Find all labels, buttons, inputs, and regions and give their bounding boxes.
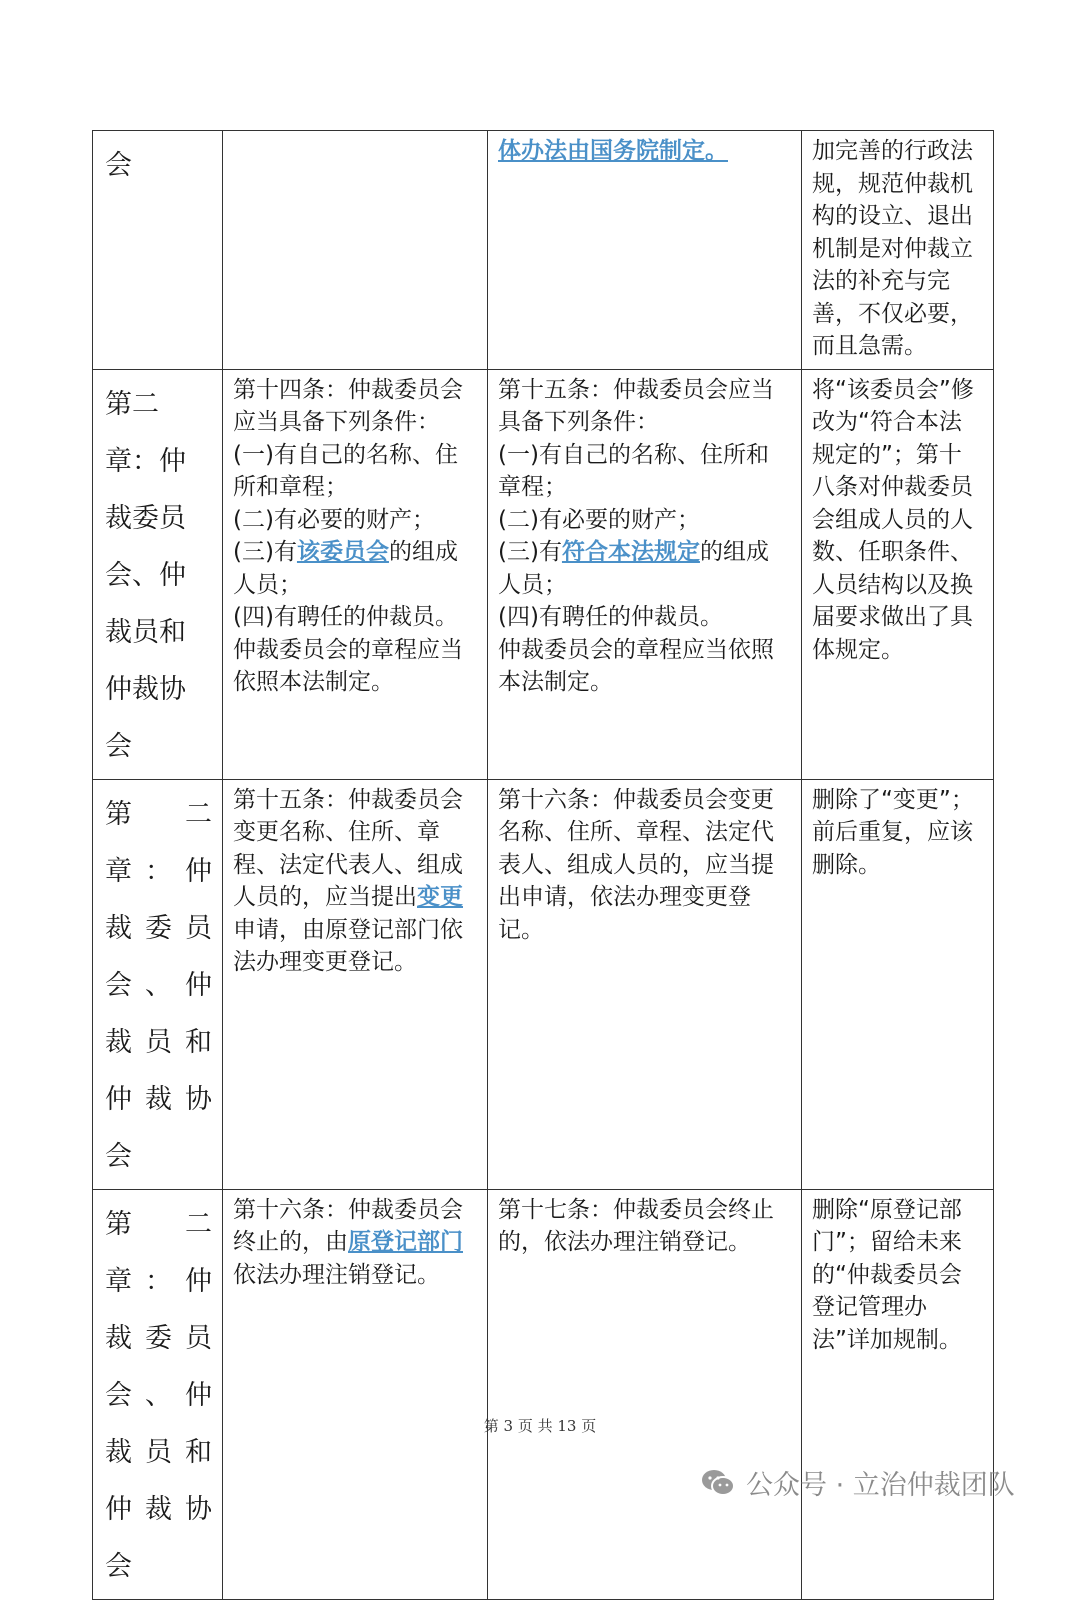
cell-text: 第十五条：仲裁委员会应当具备下列条件： (一)有自己的名称、住所和章程； (二)有必要的财产； (三)有	[498, 376, 774, 565]
comparison-table	[92, 130, 994, 1600]
cell-text: 第十七条：仲裁委员会终止的，依法办理注销登记。	[498, 1196, 774, 1255]
highlighted-text: 该委员会	[296, 539, 389, 565]
highlighted-text: 原登记部门	[348, 1229, 463, 1255]
reason-cell	[802, 131, 994, 370]
chapter-text: 第二章：仲裁委员会、仲裁员和仲裁协会	[105, 388, 186, 762]
cell-text: 第十六条：仲裁委员会变更名称、住所、章程、法定代表人、组成人员的，应当提出申请，依法办理变更登记。	[498, 786, 774, 943]
cell-text: 的组成人员； (四)有聘任的仲裁员。 仲裁委员会的章程应当依照本法制定。	[233, 539, 463, 695]
watermark-text: 公众号 · 立治仲裁团队	[746, 1470, 1015, 1501]
reason-cell	[802, 369, 994, 779]
highlighted-text: 变更	[417, 884, 463, 910]
cell-text: 的组成人员； (四)有聘任的仲裁员。 仲裁委员会的章程应当依照本法制定。	[498, 539, 774, 695]
chapter-cell	[93, 779, 223, 1189]
page-number: 第 3 页 共 13 页	[483, 1417, 597, 1435]
revised-article-cell	[488, 369, 802, 779]
original-article-cell	[223, 779, 488, 1189]
revised-article-cell	[488, 131, 802, 370]
highlighted-text: 体办法由国务院制定。	[498, 138, 728, 164]
table-row	[93, 131, 994, 370]
table-row	[93, 779, 994, 1189]
chapter-text: 会	[105, 150, 132, 181]
revised-article-cell	[488, 779, 802, 1189]
cell-text: 加完善的行政法规，规范仲裁机构的设立、退出机制是对仲裁立法的补充与完善，不仅必要，而且急需。	[812, 138, 973, 359]
watermark	[700, 1463, 1015, 1502]
cell-text: 第十四条：仲裁委员会应当具备下列条件： (一)有自己的名称、住所和章程； (二)有必要的财产； (三)有	[233, 376, 463, 565]
wechat-icon	[700, 1468, 736, 1498]
original-article-cell	[223, 369, 488, 779]
highlighted-text: 符合本法规定	[561, 539, 700, 565]
cell-text: 第十五条：仲裁委员会变更名称、住所、章程、法定代表人、组成人员的，应当提出	[233, 786, 463, 910]
cell-text: 删除“原登记部门”；留给未来的“仲裁委员会登记管理办法”详加规制。	[812, 1196, 962, 1353]
cell-text: 删除了“变更”；前后重复，应该删除。	[812, 786, 974, 878]
chapter-cell	[93, 369, 223, 779]
cell-text: 申请，由原登记部门依法办理变更登记。	[233, 916, 463, 975]
cell-text: 依法办理注销登记。	[233, 1261, 440, 1288]
cell-text: 第十六条：仲裁委员会终止的，由	[233, 1196, 463, 1255]
reason-cell	[802, 779, 994, 1189]
original-article-cell	[223, 131, 488, 370]
chapter-cell	[93, 1189, 223, 1599]
reason-cell	[802, 1189, 994, 1599]
cell-text: 将“该委员会”修改为“符合本法规定的”；第十八条对仲裁委员会组成人员的人数、任职条件、人员结构以及换届要求做出了具体规定。	[812, 376, 974, 663]
table-row	[93, 1189, 994, 1599]
table-row	[93, 369, 994, 779]
chapter-cell	[93, 131, 223, 370]
original-article-cell	[223, 1189, 488, 1599]
chapter-text: 第二章：仲裁委员会、仲裁员和仲裁协会	[105, 1208, 212, 1582]
revised-article-cell	[488, 1189, 802, 1599]
chapter-text: 第二章：仲裁委员会、仲裁员和仲裁协会	[105, 798, 212, 1172]
